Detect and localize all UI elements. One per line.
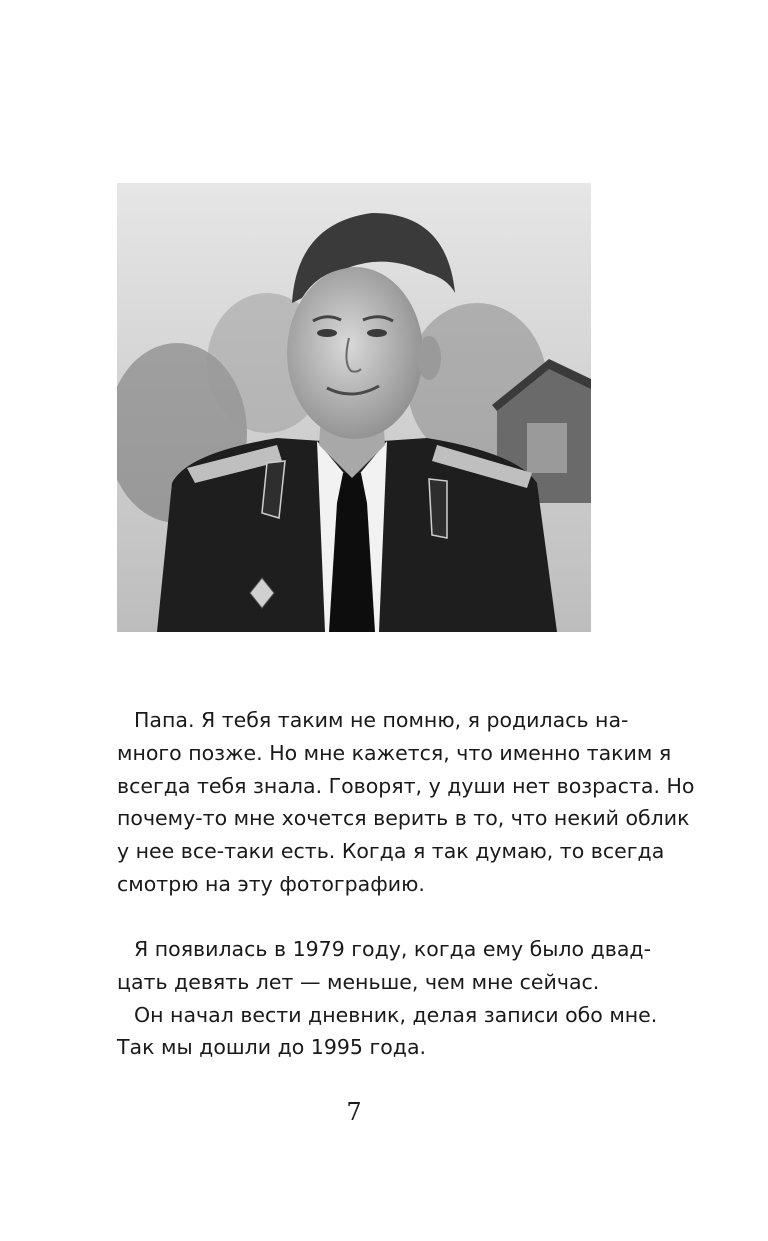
paragraph-2-line-1: Я появилась в 1979 году, когда ему было двад-: [134, 937, 651, 961]
paragraph-1-line-6: смотрю на эту фотографию.: [117, 871, 425, 896]
paragraph-3-line-1: Он начал вести дневник, делая записи обо мне.: [134, 1002, 658, 1027]
paragraph-3-line-2: Так мы дошли до 1995 года.: [117, 1035, 427, 1060]
paragraph-1-line-1: Папа. Я тебя таким не помню, я родилась на-: [134, 708, 629, 732]
page-number: 7: [346, 1098, 362, 1126]
paragraph-1: [117, 704, 695, 901]
paragraph-1-line-2: много позже. Но мне кажется, что именно таким я: [117, 740, 672, 765]
portrait-photo: [117, 183, 591, 632]
paragraph-1-line-3: всегда тебя знала. Говорят, у души нет возраста. Но: [117, 773, 695, 798]
paragraph-1-line-4: почему-то мне хочется верить в то, что некий облик: [117, 806, 690, 831]
paragraph-2-line-2: цать девять лет — меньше, чем мне сейчас.: [117, 969, 600, 994]
paragraph-2: [117, 933, 658, 1064]
paragraph-1-line-5: у нее все-таки есть. Когда я так думаю, то всегда: [117, 839, 665, 864]
portrait-image: [117, 183, 591, 632]
